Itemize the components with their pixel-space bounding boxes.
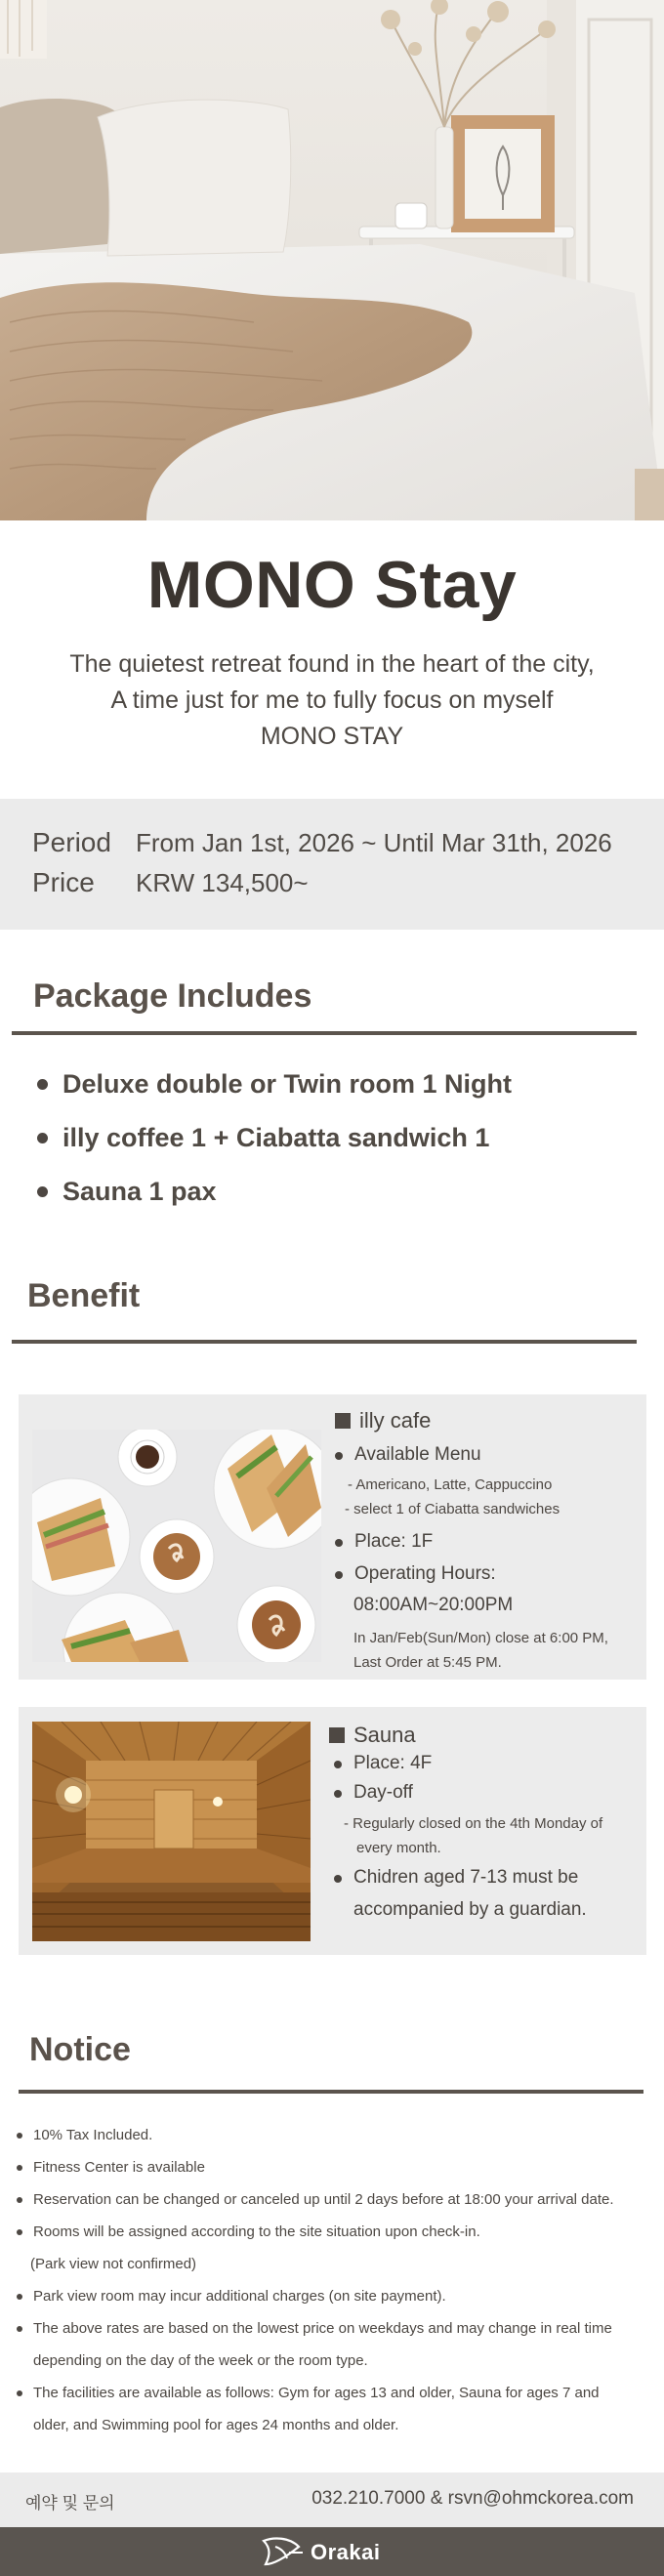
period-value: From Jan 1st, 2026 ~ Until Mar 31th, 2026: [136, 828, 612, 857]
page-title: MONO Stay: [146, 548, 518, 622]
period-row: [32, 827, 612, 858]
cafe-hours-note: Last Order at 5:45 PM.: [353, 1654, 502, 1671]
brand-name: Orakai: [311, 2540, 381, 2564]
cafe-food-image: [32, 1430, 321, 1662]
sauna-title-text: Sauna: [353, 1723, 416, 1747]
cafe-menu-sub: - select 1 of Ciabatta sandwiches: [345, 1501, 560, 1517]
square-bullet-icon: [335, 1413, 351, 1429]
contact-bar: [0, 2472, 664, 2527]
sauna-children: Chidren aged 7-13 must be: [334, 1867, 578, 1889]
sauna-dayoff: Day-off: [334, 1782, 413, 1804]
list-item: Reservation can be changed or canceled up until 2 days before at 18:00 your arrival date.: [17, 2183, 651, 2216]
cafe-hours-value: 08:00AM~20:00PM: [353, 1595, 514, 1615]
list-item: older, and Swimming pool for ages 24 months and older.: [33, 2417, 399, 2433]
price-row: [32, 867, 309, 898]
cafe-menu-sub: - Americano, Latte, Cappuccino: [348, 1476, 553, 1493]
notice-heading: Notice: [29, 2031, 131, 2068]
sauna-dayoff-sub: every month.: [356, 1840, 441, 1856]
list-item: depending on the day of the week or the room type.: [33, 2352, 368, 2369]
list-item: 10% Tax Included.: [17, 2119, 651, 2151]
list-item: (Park view not confirmed): [30, 2256, 197, 2272]
period-label: Period: [32, 827, 111, 857]
package-heading: Package Includes: [33, 977, 312, 1015]
list-item: The facilities are available as follows: Gym for ages 13 and older, Sauna for ages 7 and: [17, 2377, 651, 2409]
sauna-card: [19, 1707, 646, 1955]
price-value: KRW 134,500~: [136, 868, 309, 897]
tagline-line: The quietest retreat found in the heart of the city,: [69, 650, 595, 678]
list-item: Park view room may incur additional charges (on site payment).: [17, 2280, 651, 2312]
period-price-band: [0, 799, 664, 930]
list-item: Fitness Center is available: [17, 2151, 651, 2183]
contact-label: 예약 및 문의: [25, 2494, 115, 2513]
contact-value[interactable]: 032.210.7000 & rsvn@ohmckorea.com: [311, 2488, 634, 2509]
cafe-title: [335, 1408, 431, 1433]
sauna-place: Place: 4F: [334, 1753, 432, 1774]
sauna-dayoff-sub: - Regularly closed on the 4th Monday of: [344, 1815, 603, 1832]
brand-logo[interactable]: [260, 2536, 381, 2569]
benefit-divider: [12, 1340, 637, 1344]
cafe-hours-label: Operating Hours:: [335, 1563, 496, 1585]
sauna-title: [329, 1723, 416, 1748]
cafe-menu-label: Available Menu: [335, 1444, 481, 1466]
notice-divider: [19, 2090, 643, 2094]
list-item: Sauna 1 pax: [35, 1172, 641, 1226]
package-divider: [12, 1031, 637, 1035]
sauna-room-image: [32, 1722, 311, 1941]
footer: [0, 2527, 664, 2576]
list-item: Rooms will be assigned according to the site situation upon check-in.: [17, 2216, 651, 2248]
tagline: [0, 646, 664, 755]
tagline-line: A time just for me to fully focus on myself: [110, 686, 554, 714]
cafe-hours-note: In Jan/Feb(Sun/Mon) close at 6:00 PM,: [353, 1630, 608, 1646]
tagline-line: MONO STAY: [260, 723, 404, 750]
package-list: [35, 1064, 641, 1226]
square-bullet-icon: [329, 1727, 345, 1743]
orakai-logo-icon: [260, 2537, 305, 2568]
hero-bedroom-image: [0, 0, 664, 520]
notice-list: [17, 2119, 651, 2441]
cafe-place: Place: 1F: [335, 1531, 433, 1553]
price-label: Price: [32, 867, 95, 897]
sauna-children-cont: accompanied by a guardian.: [353, 1899, 587, 1920]
list-item: illy coffee 1 + Ciabatta sandwich 1: [35, 1118, 641, 1172]
list-item: The above rates are based on the lowest price on weekdays and may change in real time: [17, 2312, 651, 2345]
list-item: Deluxe double or Twin room 1 Night: [35, 1064, 641, 1118]
cafe-card: [19, 1394, 646, 1680]
cafe-title-text: illy cafe: [359, 1408, 432, 1433]
benefit-heading: Benefit: [27, 1277, 141, 1314]
